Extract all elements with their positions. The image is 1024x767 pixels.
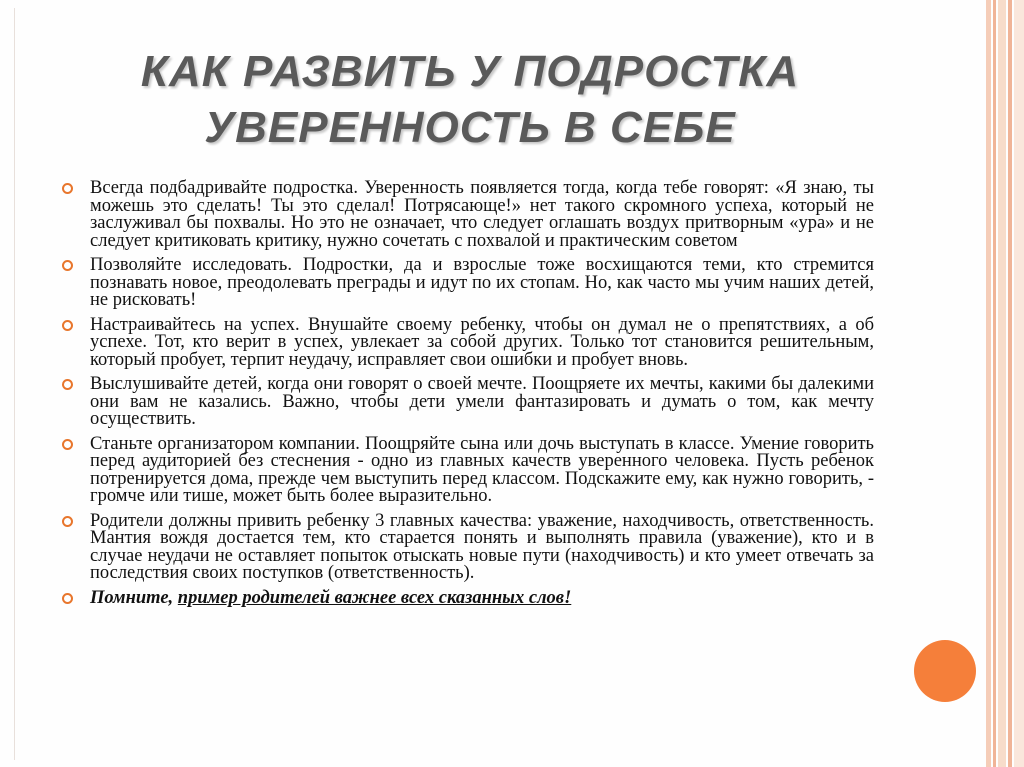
decorative-circle [914, 640, 976, 702]
bullet-item-encourage [62, 180, 874, 250]
decorative-stripes [986, 0, 1024, 767]
bullet-item-remember [62, 587, 874, 608]
bullet-text: Позволяйте исследовать. Подростки, да и взрослые тоже восхищаются теми, кто стремится познавать новое, преодолевать преграды и идут по их стопам. Но, как часто мы учим наших детей, не рисковать! [90, 255, 874, 310]
bullet-icon [62, 439, 73, 450]
bullet-item-qualities [62, 510, 874, 583]
stripe [986, 0, 991, 767]
stripe [993, 0, 996, 767]
bullet-icon [62, 593, 73, 604]
final-prefix: Помните, [90, 587, 178, 608]
final-underlined: пример родителей важнее всех сказанных слов! [177, 587, 572, 608]
bullet-list [62, 180, 874, 614]
bullet-item-organizer [62, 433, 874, 506]
bullet-item-listen [62, 376, 874, 429]
slide-title: КАК РАЗВИТЬ У ПОДРОСТКА УВЕРЕННОСТЬ В СЕБЕ [140, 47, 800, 152]
stripe [998, 0, 1006, 767]
bullet-icon [62, 516, 73, 527]
bullet-item-success [62, 314, 874, 370]
bullet-icon [62, 260, 73, 271]
bullet-icon [62, 320, 73, 331]
bullet-icon [62, 379, 73, 390]
stripe [1008, 0, 1012, 767]
bullet-text: Родители должны привить ребенку 3 главных качества: уважение, находчивость, ответственность. Мантия вождя достается тем, кто старается понять и выполнять правила (уважение), кто и в случае неудачи не оставляет попыток отыскать новые пути (находчивость) и кто умеет отвечать за последствия своих поступков (ответственность). [90, 510, 874, 583]
bullet-text: Станьте организатором компании. Поощряйте сына или дочь выступать в классе. Умение говорить перед аудиторией без стеснения - одно из главных качеств уверенного человека. Пусть ребенок потренируется дома, прежде чем выступить перед классом. Подскажите ему, как нужно говорить, - громче или тише, может быть более выразительно. [90, 433, 874, 506]
stripe [1014, 0, 1024, 767]
bullet-icon [62, 183, 73, 194]
bullet-text: Всегда подбадривайте подростка. Уверенность появляется тогда, когда тебе говорят: «Я знаю, ты можешь это сделать! Ты это сделал! Потрясающе!» нет такого скромного успеха, который не заслуживал бы похвалы. Но это не означает, что следует оглашать воздух притворным «ура» и не следует критиковать критику, нужно сочетать с похвалой и практическим советом [90, 178, 874, 251]
bullet-text: Настраивайтесь на успех. Внушайте своему ребенку, чтобы он думал не о препятствиях, а об успехе. Тот, кто верит в успех, увлекает за собой других. Только тот становится решительным, который пробует, терпит неудачу, исправляет свои ошибки и пробует вновь. [90, 314, 874, 370]
bullet-text: Выслушивайте детей, когда они говорят о своей мечте. Поощряете их мечты, какими бы далекими они вам не казались. Важно, чтобы дети умели фантазировать и думать о том, как мечту осуществить. [90, 374, 874, 429]
bullet-item-explore [62, 257, 874, 310]
